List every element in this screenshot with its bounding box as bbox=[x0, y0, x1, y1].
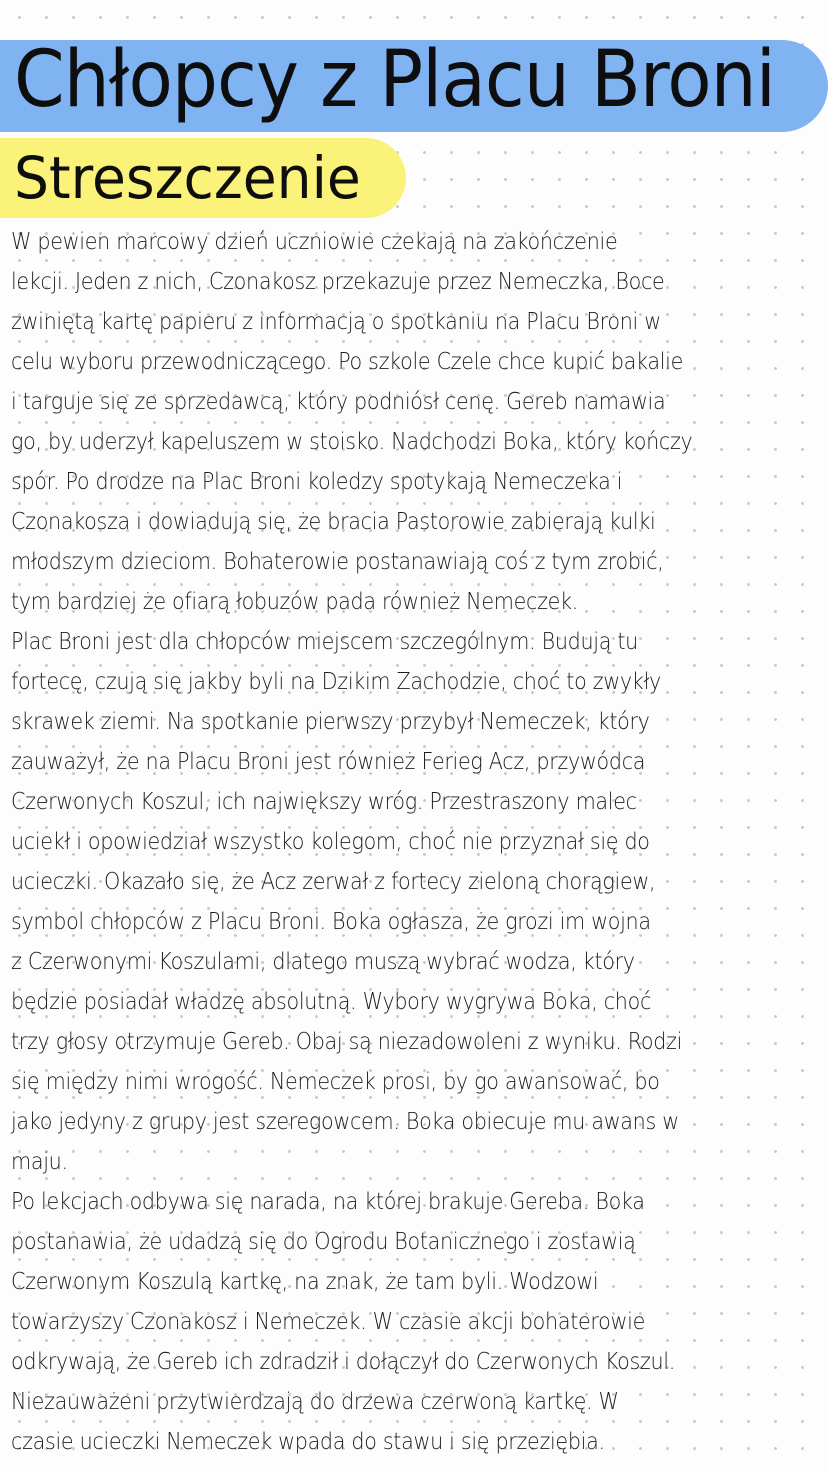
page-subtitle: Streszczenie bbox=[14, 144, 361, 212]
text-line: Czerwonych Koszul, ich największy wróg. Przestraszony malec bbox=[11, 789, 637, 815]
text-line: maju. bbox=[11, 1149, 68, 1175]
text-line: postanawia, że udadzą się do Ogrodu Botanicznego i zostawią bbox=[11, 1229, 636, 1255]
text-line: Czonakosza i dowiadują się, że bracia Pastorowie zabierają kulki bbox=[11, 509, 656, 535]
text-line: tym bardziej że ofiarą łobuzów pada również Nemeczek. bbox=[11, 589, 578, 615]
text-line: zwiniętą kartę papieru z informacją o spotkaniu na Placu Broni w bbox=[11, 309, 661, 335]
text-line: się między nimi wrogość. Nemeczek prosi, by go awansować, bo bbox=[11, 1069, 660, 1095]
text-line: z Czerwonymi Koszulami, dlatego muszą wybrać wodza, który bbox=[11, 949, 635, 975]
text-line: czasie ucieczki Nemeczek wpada do stawu i się przeziębia. bbox=[11, 1429, 605, 1455]
text-line: towarzyszy Czonakosz i Nemeczek. W czasie akcji bohaterowie bbox=[11, 1309, 645, 1335]
text-line: młodszym dzieciom. Bohaterowie postanawiają coś z tym zrobić, bbox=[11, 549, 664, 575]
text-line: i targuje się ze sprzedawcą, który podniósł cenę. Gereb namawia bbox=[11, 389, 666, 415]
text-line: Czerwonym Koszulą kartkę, na znak, że tam byli. Wodzowi bbox=[11, 1269, 599, 1295]
text-line: go, by uderzył kapeluszem w stoisko. Nadchodzi Boka, który kończy bbox=[11, 429, 693, 455]
text-line: trzy głosy otrzymuje Gereb. Obaj są niezadowoleni z wyniku. Rodzi bbox=[11, 1029, 683, 1055]
text-line: W pewien marcowy dzień uczniowie czekają na zakończenie bbox=[11, 229, 618, 255]
text-line: Niezauważeni przytwierdzają do drzewa czerwoną kartkę. W bbox=[11, 1389, 619, 1415]
text-line: skrawek ziemi. Na spotkanie pierwszy przybył Nemeczek, który bbox=[11, 709, 650, 735]
text-line: będzie posiadał władzę absolutną. Wybory wygrywa Boka, choć bbox=[11, 989, 652, 1015]
text-line: Po lekcjach odbywa się narada, na której brakuje Gereba. Boka bbox=[11, 1189, 645, 1215]
page-title: Chłopcy z Placu Broni bbox=[14, 35, 775, 125]
text-line: jako jedyny z grupy jest szeregowcem. Boka obiecuje mu awans w bbox=[11, 1109, 679, 1135]
summary-text bbox=[11, 222, 828, 1462]
text-line: lekcji. Jeden z nich, Czonakosz przekazuje przez Nemeczka, Boce bbox=[11, 269, 665, 295]
text-line: zauważył, że na Placu Broni jest również Ferieg Acz, przywódca bbox=[11, 749, 646, 775]
text-line: Plac Broni jest dla chłopców miejscem szczególnym. Budują tu bbox=[11, 629, 638, 655]
text-line: uciekł i opowiedział wszystko kolegom, choć nie przyznał się do bbox=[11, 829, 650, 855]
text-line: fortecę, czują się jakby byli na Dzikim Zachodzie, choć to zwykły bbox=[11, 669, 661, 695]
text-line: ucieczki. Okazało się, że Acz zerwał z fortecy zieloną chorągiew, bbox=[11, 869, 656, 895]
text-line: spór. Po drodze na Plac Broni koledzy spotykają Nemeczeka i bbox=[11, 469, 623, 495]
text-line: symbol chłopców z Placu Broni. Boka ogłasza, że grozi im wojna bbox=[11, 909, 651, 935]
text-line: celu wyboru przewodniczącego. Po szkole Czele chce kupić bakalie bbox=[11, 349, 684, 375]
text-line: odkrywają, że Gereb ich zdradził i dołączył do Czerwonych Koszul. bbox=[11, 1349, 675, 1375]
